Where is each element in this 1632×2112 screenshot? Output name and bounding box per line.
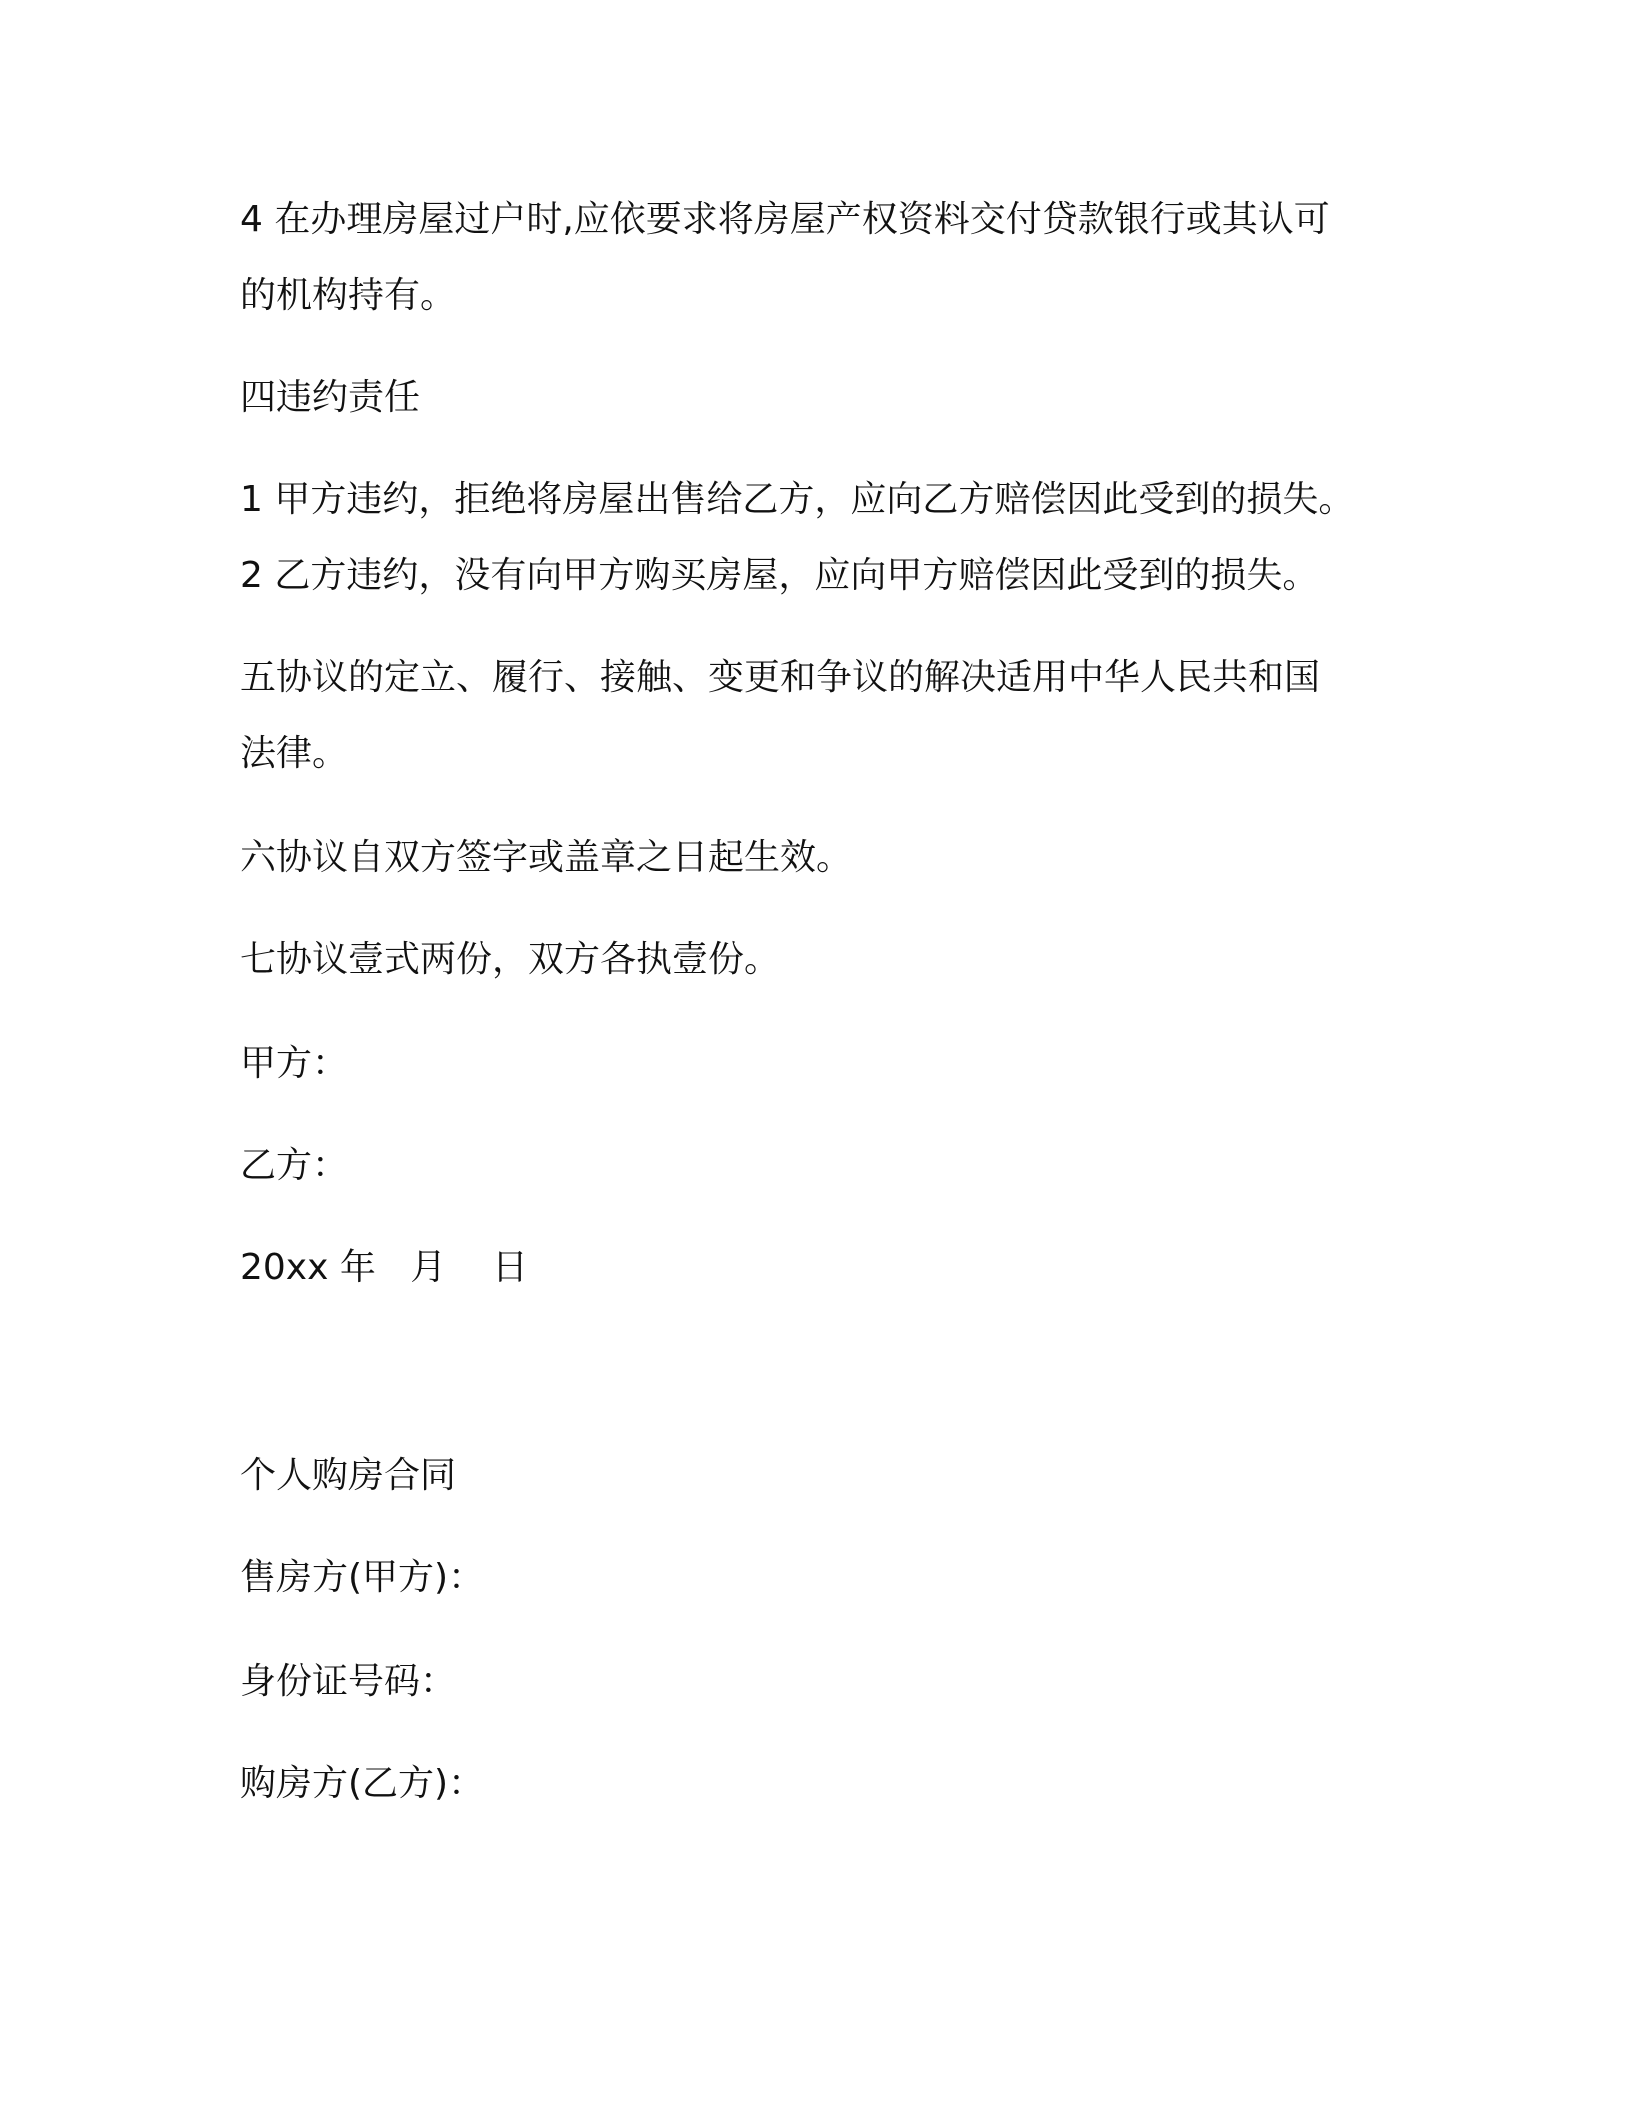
clause-4-line-2: 的机构持有。 <box>240 275 457 316</box>
section-heading-breach: 四违约责任 <box>240 377 421 418</box>
contract-title: 个人购房合同 <box>240 1455 457 1496</box>
buyer-label: 购房方(乙方)： <box>240 1763 485 1804</box>
breach-clause-2: 2 乙方违约，没有向甲方购买房屋，应向甲方赔偿因此受到的损失。 <box>240 555 1319 596</box>
clause-5-line-1: 五协议的定立、履行、接触、变更和争议的解决适用中华人民共和国 <box>240 657 1321 698</box>
party-a-label: 甲方： <box>240 1043 349 1084</box>
date-line: 20xx 年 月 日 <box>240 1247 528 1288</box>
id-number-label: 身份证号码： <box>240 1661 457 1702</box>
clause-4-line-1: 4 在办理房屋过户时,应依要求将房屋产权资料交付贷款银行或其认可 <box>240 199 1330 240</box>
clause-7: 七协议壹式两份，双方各执壹份。 <box>240 939 781 980</box>
clause-5-line-2: 法律。 <box>240 733 349 774</box>
seller-label: 售房方(甲方)： <box>240 1557 485 1598</box>
party-b-label: 乙方： <box>240 1145 349 1186</box>
breach-clause-1: 1 甲方违约，拒绝将房屋出售给乙方，应向乙方赔偿因此受到的损失。 <box>240 479 1355 520</box>
clause-6: 六协议自双方签字或盖章之日起生效。 <box>240 837 853 878</box>
